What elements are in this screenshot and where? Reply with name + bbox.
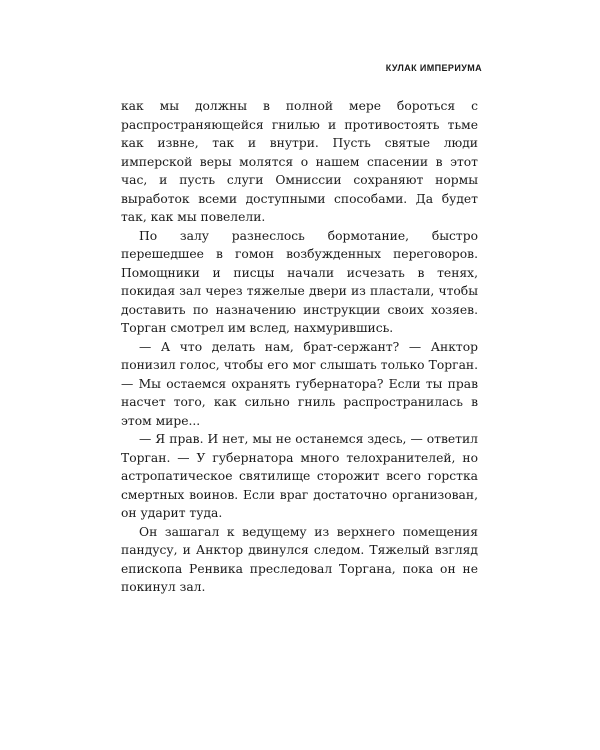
paragraph-1: как мы должны в полной мере бороться с распространяющейся гнилью и противостоять тьме как извне, так и внутри. Пусть святые люди имперской веры молятся о нашем спасении в этот час, и пусть слуги Омниссии сохраняют нормы выработок всеми доступными способами. Да будет так, как мы повелели.: [121, 99, 478, 224]
page-body: [121, 97, 478, 597]
paragraph-4: — Я прав. И нет, мы не останемся здесь, — ответил Торган. — У губернатора много телохранителей, но астропатическое святилище сторожит всего горстка смертных воинов. Если враг достаточно организован, он ударит туда.: [121, 432, 478, 520]
running-header: КУЛАК ИМПЕРИУМА: [385, 63, 482, 73]
paragraph-2: По залу разнеслось бормотание, быстро перешедшее в гомон возбужденных переговоров. Помощники и писцы начали исчезать в тенях, покидая зал через тяжелые двери из пластали, чтобы доставить по назначению инструкции своих хозяев. Торган смотрел им вслед, нахмурившись.: [121, 228, 478, 335]
paragraph-5: Он зашагал к ведущему из верхнего помещения пандусу, и Анктор двинулся следом. Тяжелый взгляд епископа Ренвика преследовал Торгана, пока он не покинул зал.: [121, 524, 478, 594]
paragraph-3: — А что делать нам, брат-сержант? — Анктор понизил голос, чтобы его мог слышать только Торган. — Мы остаемся охранять губернатора? Если ты прав насчет того, как сильно гниль распространилась в этом мире...: [121, 339, 478, 428]
